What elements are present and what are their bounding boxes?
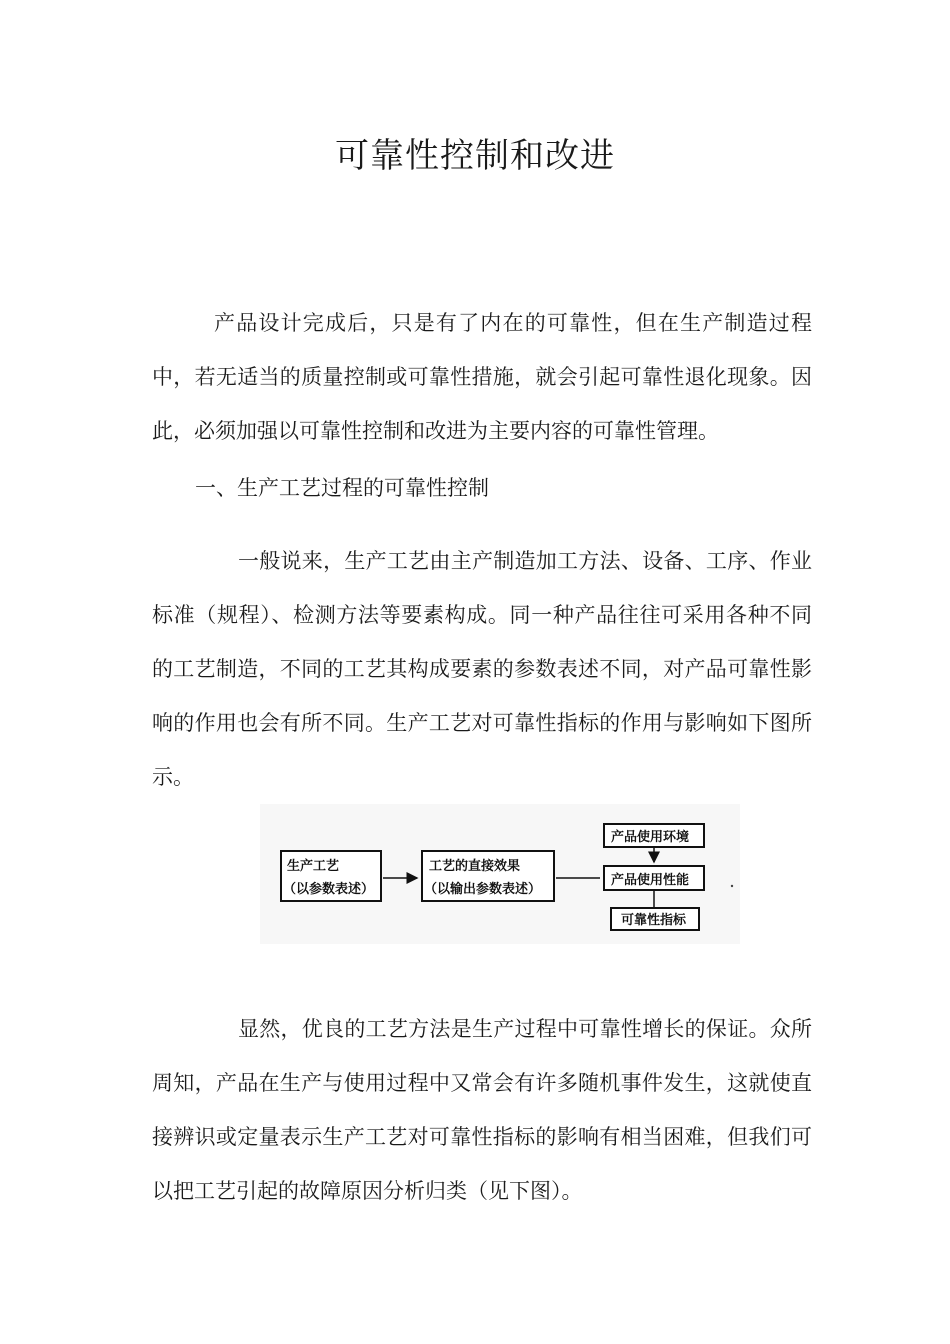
box2-label-1: 工艺的直接效果 bbox=[429, 859, 521, 874]
box1-label-1: 生产工艺 bbox=[287, 859, 340, 874]
intro-paragraph: 产品设计完成后，只是有了内在的可靠性，但在生产制造过程中，若无适当的质量控制或可靠性措施，就会引起可靠性退化现象。因此，必须加强以可靠性控制和改进为主要内容的可靠性管理。 bbox=[152, 311, 812, 443]
box3-label: 产品使用环境 bbox=[611, 830, 690, 845]
box4-label: 产品使用性能 bbox=[611, 873, 690, 888]
conclusion-paragraph: 显然，优良的工艺方法是生产过程中可靠性增长的保证。众所周知，产品在生产与使用过程中又常会有许多随机事件发生，这就使直接辨识或定量表示生产工艺对可靠性指标的影响有相当困难，但我们可以把工艺引起的故障原因分析归类（见下图）。 bbox=[152, 1017, 812, 1203]
section-heading: 一、生产工艺过程的可靠性控制 bbox=[195, 476, 489, 500]
stray-dot bbox=[731, 885, 733, 887]
process-flow-diagram bbox=[260, 804, 740, 944]
flow-diagram-svg bbox=[260, 804, 740, 944]
box2-label-2: （以输出参数表述） bbox=[424, 882, 542, 897]
process-paragraph: 一般说来，生产工艺由主产制造加工方法、设备、工序、作业标准（规程）、检测方法等要素构成。同一种产品往往可采用各种不同的工艺制造，不同的工艺其构成要素的参数表述不同，对产品可靠性影响的作用也会有所不同。生产工艺对可靠性指标的作用与影响如下图所示。 bbox=[152, 549, 812, 789]
box5-label: 可靠性指标 bbox=[621, 913, 687, 928]
box1-label-2: （以参数表述） bbox=[283, 882, 375, 897]
document-title: 可靠性控制和改进 bbox=[335, 136, 615, 176]
